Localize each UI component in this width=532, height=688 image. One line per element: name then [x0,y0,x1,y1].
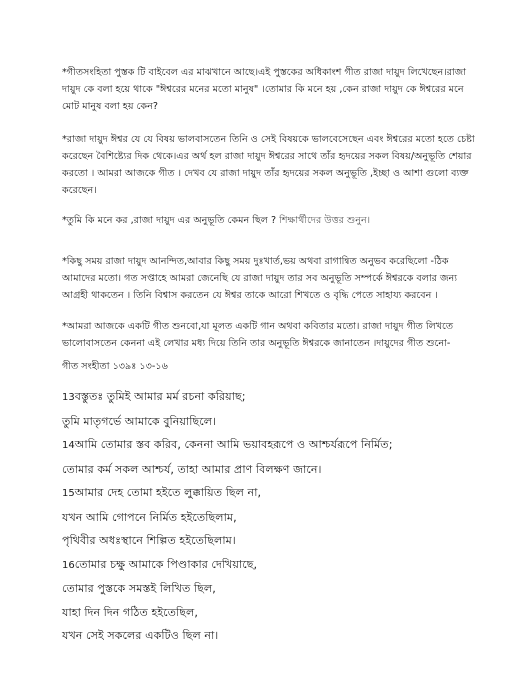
verse-line [62,458,502,482]
verse-text: আমার দেহ তোমা হইতে লুক্কায়িত ছিল না, [74,486,262,499]
question-paragraph [62,212,482,229]
verse-line [62,553,502,578]
verse-line [62,577,502,601]
david-heart-paragraph: *রাজা দায়ুদ ঈশ্বর যে যে বিষয় ভালবাসতেন তিনি ও সেই বিষয়কে ভালবেসেছেন এবং ঈশ্বরের মতো হতে চেষ্টা করেছেন বৈশিষ্ট্যের দিক থেকে।এর অর্থ হল রাজা দায়ুদ ঈশ্বরের সাথে তাঁর হৃদয়ের সকল বিষয়/অনুভূতি শেয়ার করতো । আমরা আজকে গীত । দেখব যে রাজা দায়ুদ তাঁর হৃদয়ের সকল অনুভূতি ,ইচ্ছা ও আশা গুলো ব্যক্ত করেছেন। [62,134,475,196]
scripture-reference: গীত সংহীতা ১৩৯ঃ ১৩-১৬ [62,361,168,372]
verse-text: তোমার চক্ষু আমাকে পিণ্ডাকার দেখিয়াছে, [74,557,258,571]
verse-line [62,624,502,648]
verse-line [62,481,502,506]
psalm-intro-paragraph: *আমরা আজকে একটি গীত শুনবো,যা মূলত একটি গান অথবা কবিতার মতো। রাজা দায়ুদ গীত লিখতে ভালোবাসতেন কেননা এই লেখার মধ্য দিয়ে তিনি তার অনুভূতি ঈশ্বরকে জানাতেন ।দায়ুদের গীত শুনো- [62,321,454,349]
verse-number: 16 [62,559,75,571]
verse-number: 14 [62,440,75,451]
verse-line [62,385,502,410]
psalm-verses [62,385,502,648]
verse-line [62,410,502,434]
feelings-paragraph: *কিছু সময় রাজা দায়ুদ আনন্দিত,আবার কিছু সময় দুঃখার্ত,ভয় অথবা রাগান্বিত অনুভব করেছিলো -ঠিক আমাদের মতো। গত সপ্তাহে আমরা জেনেছি যে রাজা দায়ুদ তার সব অনুভূতি সম্পর্কে ঈশ্বরকে বলার জন্য আগ্রহী থাকতেন । তিনি বিশ্বাস করতেন যে ঈশ্বর তাকে আরো শিখতে ও বৃদ্ধি পেতে সাহায্য করবেন । [62,256,458,301]
verse-line [62,601,502,625]
verse-text: তুমি মাতৃগর্ভে আমাকে বুনিয়াছিলে। [62,414,217,428]
teacher-note: শিক্ষার্থীদের উত্তর শুনুন। [279,215,371,226]
verse-text: তোমার পুস্তকে সমস্তই লিখিত ছিল, [62,582,216,595]
verse-text: তোমার কর্ম সকল আশ্চর্য, তাহা আমার প্রাণ বিলক্ষণ জানে। [62,462,322,476]
intro-paragraph: *গীতসংহিতা পুস্তক টি বাইবেল এর মাঝখানে আছে।এই পুস্তকের অধিকাংশ গীত রাজা দায়ুদ লিখেছেন।রাজা দায়ুদ কে বলা হয়ে থাকে "ঈশ্বরের মনের মতো মানুষ" ।তোমার কি মনে হয় ,কেন রাজা দায়ুদ কে ঈশ্বরের মনে মোট মানুষ বলা হয় কেন? [62,67,467,112]
verse-text: বস্তুতঃ তুমিই আমার মর্ম রচনা করিয়াছ; [74,390,246,403]
verse-text: আমি তোমার স্তব করিব, কেননা আমি ভয়াবহরূপে ও আশ্চর্যরূপে নির্মিত; [74,438,393,451]
verse-line [62,433,502,458]
verse-text: পৃথিবীর অধঃস্থানে শিল্পিত হইতেছিলাম। [62,534,236,547]
verse-line [62,506,502,530]
verse-text: যখন আমি গোপনে নির্মিত হইতেছিলাম, [62,510,237,524]
verse-line [62,529,502,553]
verse-text: যখন সেই সকলের একটিও ছিল না। [62,629,219,642]
verse-text: যাহা দিন দিন গঠিত হইতেছিল, [62,605,198,619]
question-text: *তুমি কি মনে কর ,রাজা দায়ুদ এর অনুভূতি কেমন ছিল ? [62,215,277,226]
verse-number: 13 [62,392,75,403]
verse-number: 15 [62,488,75,499]
